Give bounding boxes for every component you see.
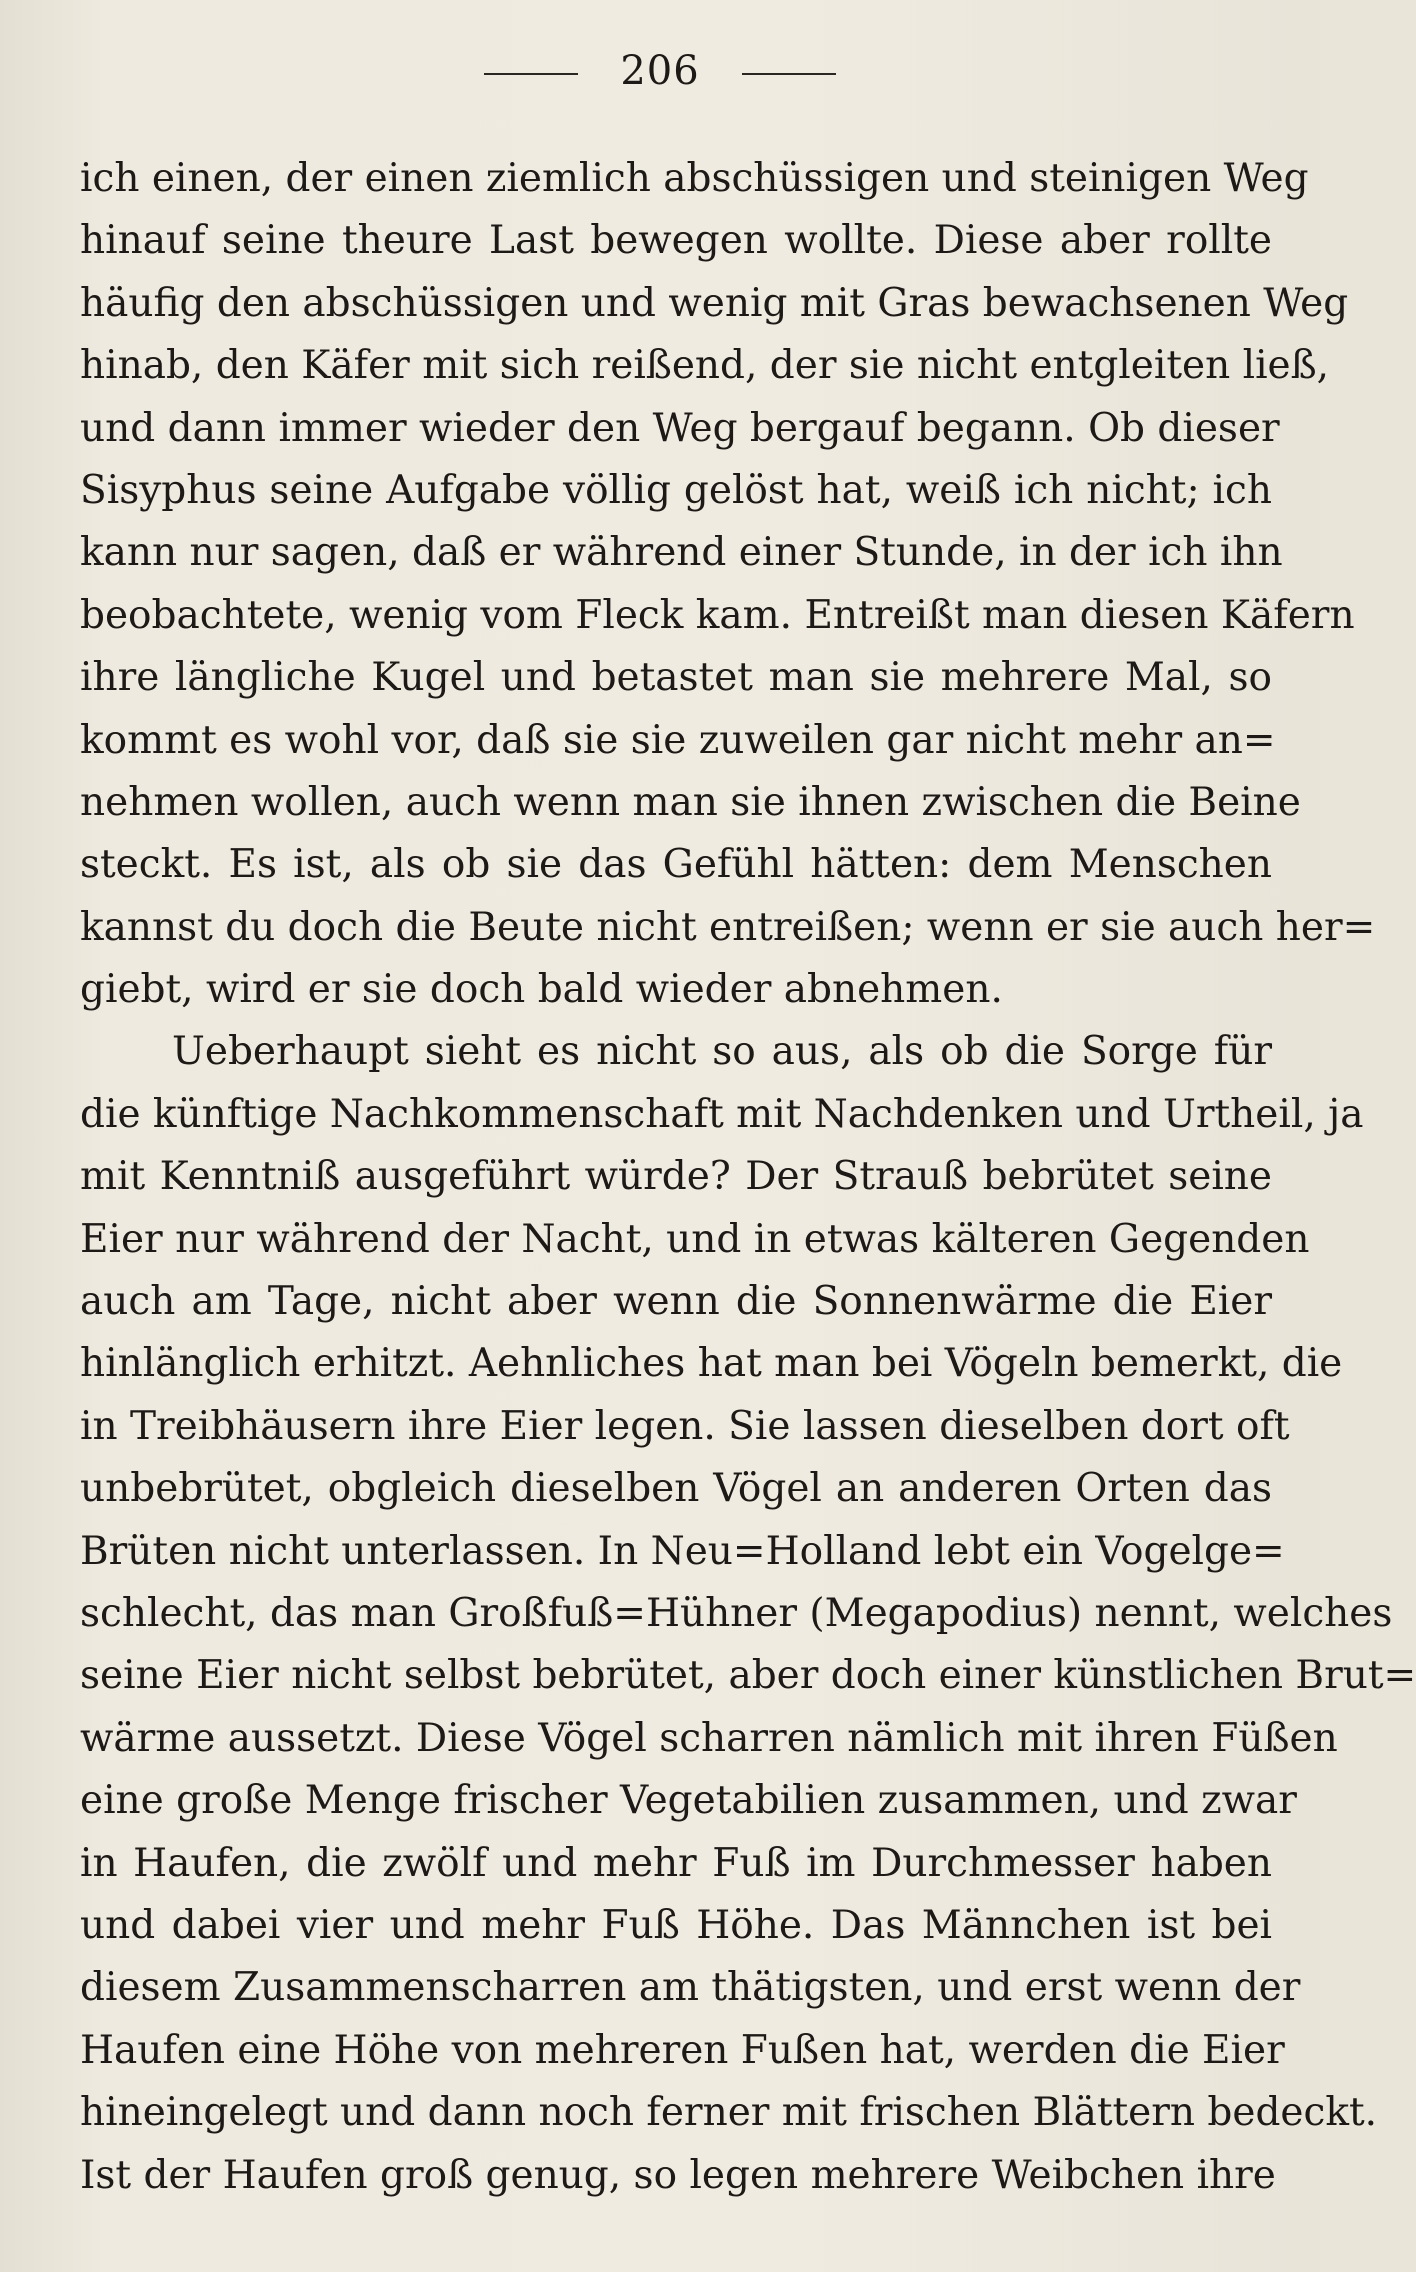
text-line: eine große Menge frischer Vegetabilien zusammen, und zwar: [80, 1778, 1297, 1824]
text-line: Eier nur während der Nacht, und in etwas kälteren Gegenden: [80, 1216, 1310, 1262]
text-line: hinlänglich erhitzt. Aehnliches hat man bei Vögeln bemerkt, die: [80, 1341, 1343, 1387]
page-number: 206: [620, 48, 700, 94]
text-line: Haufen eine Höhe von mehreren Fußen hat, werden die Eier: [80, 2027, 1285, 2073]
text-line: häufig den abschüssigen und wenig mit Gras bewachsenen Weg: [80, 280, 1349, 326]
text-line: die künftige Nachkommenschaft mit Nachdenken und Urtheil, ja: [80, 1091, 1364, 1137]
paragraph: [80, 148, 1376, 1021]
text-line: kommt es wohl vor, daß sie sie zuweilen gar nicht mehr an=: [80, 717, 1276, 763]
text-line: Sisyphus seine Aufgabe völlig gelöst hat, weiß ich nicht; ich: [80, 467, 1272, 513]
text-line: und dann immer wieder den Weg bergauf begann. Ob dieser: [80, 405, 1280, 451]
text-line: unbebrütet, obgleich dieselben Vögel an anderen Orten das: [80, 1466, 1272, 1512]
text-line: giebt, wird er sie doch bald wieder abnehmen.: [80, 967, 1003, 1013]
text-line: kannst du doch die Beute nicht entreißen; wenn er sie auch her=: [80, 904, 1376, 950]
text-line: Brüten nicht unterlassen. In Neu=Holland lebt ein Vogelge=: [80, 1528, 1285, 1574]
text-line: steckt. Es ist, als ob sie das Gefühl hätten: dem Menschen: [80, 842, 1272, 888]
text-line: beobachtete, wenig vom Fleck kam. Entreißt man diesen Käfern: [80, 592, 1355, 638]
text-line: auch am Tage, nicht aber wenn die Sonnenwärme die Eier: [80, 1279, 1272, 1325]
text-line: ich einen, der einen ziemlich abschüssigen und steinigen Weg: [80, 156, 1309, 201]
text-line: in Haufen, die zwölf und mehr Fuß im Durchmesser haben: [80, 1840, 1272, 1886]
text-line: Ist der Haufen groß genug, so legen mehrere Weibchen ihre: [80, 2152, 1276, 2198]
text-line: wärme aussetzt. Diese Vögel scharren nämlich mit ihren Füßen: [80, 1715, 1338, 1761]
header-rule-left: [484, 73, 578, 75]
text-line: hineingelegt und dann noch ferner mit frischen Blättern bedeckt.: [80, 2090, 1378, 2136]
text-line: hinauf seine theure Last bewegen wollte. Diese aber rollte: [80, 218, 1272, 264]
text-line: kann nur sagen, daß er während einer Stunde, in der ich ihn: [80, 530, 1283, 576]
text-line: Ueberhaupt sieht es nicht so aus, als ob die Sorge für: [172, 1029, 1272, 1075]
page-header: [0, 48, 1320, 94]
paragraph: [80, 1021, 1416, 2206]
header-rule-right: [742, 73, 836, 75]
text-line: und dabei vier und mehr Fuß Höhe. Das Männchen ist bei: [80, 1902, 1272, 1948]
text-line: mit Kenntniß ausgeführt würde? Der Strauß bebrütet seine: [80, 1154, 1272, 1200]
text-line: seine Eier nicht selbst bebrütet, aber doch einer künstlichen Brut=: [80, 1653, 1416, 1699]
text-line: hinab, den Käfer mit sich reißend, der sie nicht entgleiten ließ,: [80, 343, 1330, 389]
text-line: schlecht, das man Großfuß=Hühner (Megapodius) nennt, welches: [80, 1590, 1393, 1636]
text-line: in Treibhäusern ihre Eier legen. Sie lassen dieselben dort oft: [80, 1403, 1290, 1449]
body-text: [80, 148, 1416, 2207]
text-line: diesem Zusammenscharren am thätigsten, und erst wenn der: [80, 1965, 1301, 2011]
text-line: nehmen wollen, auch wenn man sie ihnen zwischen die Beine: [80, 779, 1301, 825]
text-line: ihre längliche Kugel und betastet man sie mehrere Mal, so: [80, 655, 1272, 701]
